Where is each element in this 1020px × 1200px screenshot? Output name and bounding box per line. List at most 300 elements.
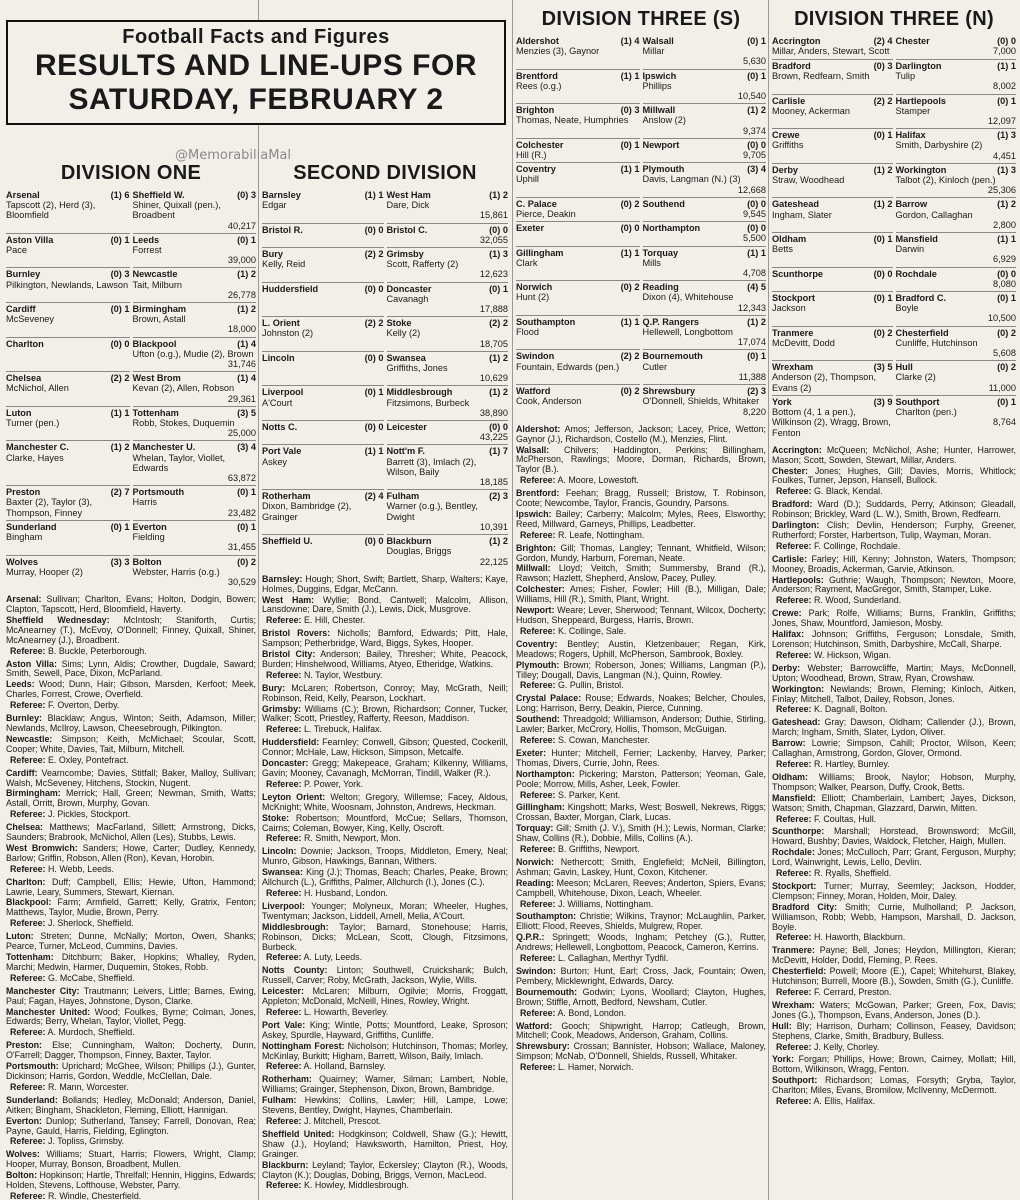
home-team: Brighton [516,105,555,116]
home-score: (2) 2 [873,95,893,106]
players: Trautmann; Leivers, Little; Barnes, Ewing, Paul; Fagan, Hayes, Johnstone, Dyson, Clarke. [6,985,256,1006]
players: Anderson; Bailey, Thresher; White, Peacock, Burden; Hinshelwood, Williams, Atyeo, Etheridge, Watkins. [262,649,508,669]
team-name: Tottenham: [6,952,54,963]
away-team-line [133,487,257,497]
referee-label: Referee: [10,809,46,820]
players: Burton; Hunt, Earl; Cross, Jack, Fountain; Owen, Pembery, Micklewright, Edwards, Darcy. [516,966,766,986]
home-team-line [516,248,640,258]
team-name: Everton: [6,1115,42,1126]
away-team: Portsmouth [132,487,185,498]
team-name: Leyton Orient: [262,791,326,802]
home-team-line [516,386,640,396]
team-name: Coventry: [516,638,558,649]
referee-label: Referee: [776,1096,812,1107]
home-team: Luton [6,407,32,418]
away-team-line [896,269,1017,279]
home-result [262,534,384,569]
players: Gill; Thomas, Langley; Tennant, Whitfield, Wilson; Gordon, Mundy, Harburn, Foreman, Neate. [516,542,766,563]
away-team: Leeds [132,234,160,245]
away-scorers: Millar [642,46,665,57]
home-result [516,349,640,384]
away-team-line [896,234,1017,244]
referee-name: J. Sherlock, Sheffield. [48,918,134,929]
referee [516,900,766,910]
attendance: 15,861 [479,210,508,221]
players: Blacklaw; Angus, Winton; Seith, Adamson, Miller; Newlands, McIlroy, Lawson, Cheesebrough, Pilkington. [6,713,256,733]
referee [772,933,1016,943]
home-team: C. Palace [516,198,557,209]
away-result [896,59,1017,94]
referee [6,1028,256,1038]
home-score: (0) 3 [873,61,893,71]
home-result [772,128,893,163]
home-team-line [772,328,893,338]
column-division-three-north [772,0,1016,1200]
home-scorers: Thomas, Neate, Humphries [516,115,629,126]
away-result [643,197,767,221]
away-score: (0) 1 [747,70,766,81]
away-score: (2) 3 [489,491,508,502]
attendance: 5,630 [743,56,766,67]
away-team-line [387,225,509,235]
team-name: Q.P.R.: [516,932,545,943]
referee-label: Referee: [10,1081,46,1092]
team-name: Aldershot: [516,423,561,434]
away-team: Middlesbrough [386,387,453,398]
referee-name: R. Leafe, Nottingham. [558,529,645,540]
players: Webster; Barrowcliffe, Martin; Mays, McDonnell, Upton; Woodhead, Brown, Straw, Ryan, Crowshaw. [772,662,1016,683]
players: Robertson; Mountford, McCue; Sellars, Thomson, Cairns; Coleman, Bowyer, King, Kelly, Oscroft. [262,812,508,833]
referee [772,988,1016,998]
players: Springett; Woods, Ingham; Petchey (G.), Rutter, Andrews; Hellewell, Longbottom, Peacock, Cameron, Kerrins. [516,932,766,953]
attendance: 39,000 [227,255,256,266]
players: McQueen; McNichol, Ashe; Hunter, Harrower, Mason; Scott, Sowden, Stewart, Millar, Anders. [772,444,1016,465]
away-team-line [133,190,257,200]
home-scorers: Pilkington, Newlands, Lawson [6,279,129,290]
home-team: Lincoln [262,352,295,363]
home-team-line [262,284,384,294]
away-team-line [133,557,257,567]
home-scorers: Flood [516,327,539,338]
lineup-entry [516,858,766,878]
team-name: Millwall: [516,563,551,574]
column-second-division [262,0,508,1200]
away-result [133,189,257,233]
home-score: (0) 1 [110,304,130,315]
away-team-line [896,362,1017,372]
attendance: 9,705 [743,150,766,161]
attendance: 4,451 [993,150,1016,161]
home-team: Aston Villa [6,234,54,245]
referee-label: Referee: [266,724,302,735]
home-scorers: Pierce, Deakin [516,209,576,220]
away-score: (2) 2 [489,318,508,329]
away-score: (0) 0 [747,223,766,234]
home-team: Southampton [516,316,576,327]
away-scorers: Darwin [895,244,925,255]
lineup-entry [516,988,766,1008]
lineup-entry [772,1055,1016,1075]
referee-name: S. Parker, Kent. [558,789,621,800]
away-team-line [643,36,767,46]
players: Sanders; Howe, Carter; Dudley, Kennedy, Barlow; Griffin, Robson, Allen (Ron), Kevan, Horobin. [6,842,256,863]
home-scorers: Edgar [262,200,287,211]
team-name: Cardiff: [6,767,38,778]
players: Chilvers; Haddington, Perkins; Billingham, McPherson, Rawlings; Moore, Dorman, Richards, Brown, Taylor (B.). [516,444,766,475]
referee-label: Referee: [10,918,46,929]
referee-label: Referee: [776,595,812,606]
players: Threadgold; Williamson, Anderson; Duthie, Stirling, Lawler; Barker, McCrory, Hollis, Thomson, McGuigan. [516,714,766,735]
players: Uprichard; McGhee, Wilson; Phillips (J.), Gunter, Dickinson; Harris, Gordon, Weddle, McClellan, Dale. [6,1061,256,1081]
away-result [133,555,257,590]
lineup-entry [772,576,1016,596]
team-name: Accrington: [772,444,822,455]
home-team: Norwich [516,282,553,293]
away-scorers: Cavanagh [386,293,429,304]
home-scorers: Baxter (2), Taylor (3), Thompson, Finney [6,497,93,518]
team-name: Torquay: [516,823,554,834]
home-team-line [6,235,130,245]
away-scorers: Tait, Milburn [132,279,183,290]
attendance: 10,629 [479,373,508,384]
attendance: 9,374 [743,125,766,136]
team-name: Blackburn: [262,1159,309,1170]
players: Marshall; Horstead, Brownsword; McGill, Howard, Bushby; Davies, Waldock, Fletcher, Haigh, Mullen. [772,826,1016,847]
away-scorers: O'Donnell, Shields, Whitaker [642,396,760,407]
lineup-entry [516,606,766,626]
players: Downie; Jackson, Troops, Middleton, Emery, Neal; Munro, Gibson, Hawkings, Bannan, Withers. [262,846,508,867]
team-name: Darlington: [772,520,820,531]
referee-name: F. Coultas, Hull. [814,813,877,824]
lineup-entry [516,967,766,987]
away-team: Stoke [386,318,412,329]
attendance: 8,220 [743,406,766,417]
home-scorers: Askey [262,456,288,467]
team-name: Luton: [6,931,34,942]
home-scorers: Bingham [6,532,43,543]
home-scorers: Betts [772,244,793,255]
lineups [772,446,1016,1107]
home-result [772,197,893,232]
players: Nicholson; Hutchinson, Thomas; Morley, McKinlay, Burkitt; Higham, Barrett, Wilson, Baily, Imlach. [262,1040,508,1061]
players: Hough; Short, Swift; Bartlett, Sharp, Walters; Kaye, Holmes, Duggins, Edgar, McCann. [262,573,508,594]
away-result [387,420,509,444]
referee-name: A. Bond, London. [557,1007,627,1018]
attendance: 8,080 [993,278,1016,289]
home-team-line [516,282,640,292]
lineup-entry [262,847,508,867]
home-scorers: Millar, Anders, Stewart, Scott [772,46,890,57]
away-score: (0) 2 [237,556,256,567]
away-score: (1) 2 [237,269,256,280]
lineup-entry [6,1041,256,1061]
away-team: Halifax [895,130,926,141]
home-score: (0) 0 [364,352,384,363]
home-team: Liverpool [262,387,304,398]
lineup-entry [6,898,256,918]
referee [262,725,508,735]
away-team-line [133,408,257,418]
away-team-line [387,190,509,200]
lineup-entry [772,946,1016,966]
home-team-line [516,140,640,150]
away-team: Torquay [642,247,679,258]
referee [262,1181,508,1191]
players: Forgan; Phillips, Howe; Brown, Cairney, Mollatt; Hill, Bottom, Wilkinson, Wragg, Fenton. [772,1054,1016,1075]
home-team-line [262,249,384,259]
division-heading: DIVISION THREE (S) [541,8,741,30]
team-name: Stoke: [262,812,290,823]
players: Gray; Dawson, Oldham; Callender (J.), Brown, March; Ingham, Smith, Slater, Lydon, Oliver. [772,717,1016,738]
home-result [262,351,384,386]
players: Bailey; Carberry; Malcolm; Myles, Rees, Elsworthy; Reed, Millward, Garneys, Phillips, Leadbetter. [516,508,766,529]
players: Ditchburn; Baker, Hopkins; Whalley, Ryden, Marchi; Medwin, Harmer, Duquemin, Stokes, Robb. [6,952,256,972]
lineup-entry [6,1117,256,1137]
home-team-line [772,362,893,372]
away-result [133,371,257,406]
away-team: Rochdale [895,268,937,279]
referee-label: Referee: [266,833,302,844]
referee [262,1117,508,1127]
players: Jones; McCulloch, Parr; Grant, Ferguson, Murphy; Lord, Wainwright, Lewis, Lello, Devlin. [772,847,1016,868]
team-name: Bristol Rovers: [262,628,331,639]
home-score: (0) 0 [620,223,640,234]
referee-name: L. Hamer, Norwich. [558,1062,634,1073]
players: Kingshott; Marks, West; Boswell, Nekrews, Riggs; Crossan, Baxter, Morgan, Clark, Lucas. [516,802,766,823]
away-score: (1) 2 [237,304,256,315]
referee [6,865,256,875]
team-name: Liverpool: [262,900,305,911]
referee [772,1097,1016,1107]
players: Lloyd; Veitch, Smith; Summersby, Brand (R.), Rawson; Hazlett, Shepherd, Anslow, Pacey, Pulley. [516,563,766,584]
home-score: (3) 9 [873,396,893,407]
home-result [262,489,384,534]
away-scorers: Harris [132,497,157,508]
referee-name: R. Mann, Worcester. [48,1081,129,1092]
away-score: (1) 1 [997,234,1016,245]
team-name: Preston: [6,1040,42,1051]
home-result [516,384,640,419]
referee [516,736,766,746]
lineup-entry [772,827,1016,847]
away-team: Newcastle [132,269,178,280]
lineup-entry [516,510,766,530]
referee [516,954,766,964]
players: Williams (C.); Brown, Richardson; Conner, Tucker, Walker; Scott, Priestley, Rafferty, Reeson, Maddison. [262,703,508,724]
home-score: (1) 6 [110,190,130,200]
lineups [516,425,766,1073]
home-team: Coventry [516,164,556,175]
referee [772,542,1016,552]
away-result [387,282,509,317]
home-score: (1) 4 [620,36,640,46]
players: Amos; Jefferson, Jackson; Lacey, Price, Wetton; Gaynor (J.), Richardson, Costello (M.), Menzies, Flint. [516,423,766,444]
players: Ward (D.); Suddards, Perry, Atkinson; Gleadall, Robinson; Brickley, Ward (L. W.), Smith, Brown, Redfearn. [772,499,1016,520]
home-result [6,189,130,233]
home-team: Swindon [516,351,555,362]
attendance: 7,000 [993,46,1016,57]
team-name: Workington: [772,683,825,694]
away-result [643,69,767,104]
referee-label: Referee: [776,649,812,660]
team-name: Nottingham Forest: [262,1040,345,1051]
home-team: Notts C. [262,422,298,433]
team-name: Chesterfield: [772,966,827,977]
attendance: 63,872 [227,473,256,484]
away-result [387,351,509,386]
lineup-entry [772,1001,1016,1021]
away-team-line [133,269,257,279]
lineup-entry [6,660,256,680]
away-score: (0) 0 [489,224,508,235]
referee-label: Referee: [520,1062,556,1073]
players: Farm; Armfield, Garrett; Kelly, Gratrix, Fenton; Matthews, Taylor, Mudie, Brown, Perry. [6,897,256,918]
referee-label: Referee: [10,1136,46,1147]
home-result [6,555,130,590]
team-name: Sheffield United: [262,1128,335,1139]
away-result [133,485,257,520]
home-scorers: Straw, Woodhead [772,175,845,186]
lineup-entry [516,694,766,714]
lineup-entry [6,823,256,843]
home-result [516,162,640,197]
home-score: (2) 2 [364,318,384,329]
home-score: (0) 0 [364,536,384,547]
home-scorers: Rees (o.g.) [516,80,562,91]
home-score: (0) 0 [364,422,384,433]
home-score: (0) 2 [620,198,640,209]
players: King; Wintle, Potts; Mountford, Leake, Sproson; Askey, Spurdle, Hayward, Griffiths, Cunliffe. [262,1019,508,1040]
referee [772,760,1016,770]
home-result [516,246,640,281]
away-score: (1) 2 [489,190,508,200]
players: Godwin; Lyons, Woollard; Clayton, Hughes, Brown; Stiffle, Arnott, Bedford, Newsham, Cutler. [516,986,766,1007]
away-team: Nott'm F. [386,446,425,457]
away-team: Northampton [642,223,701,234]
players: Bentley; Austin, Kletzenbauer; Regan, Kirk, Meadows; Rogers, Uphill, McPherson, Sambrook, Boxley. [516,638,766,659]
home-result [6,440,130,485]
referee-label: Referee: [776,868,812,879]
away-score: (0) 0 [489,422,508,433]
away-score: (0) 1 [237,234,256,245]
team-name: Gateshead: [772,717,821,728]
team-name: Birmingham: [6,788,61,799]
away-scorers: Smith, Darbyshire (2) [895,140,983,151]
home-score: (1) 1 [620,164,640,175]
players: Feehan; Bragg, Russell; Bristow, T. Robinson, Coote; Newcombe, Taylor, Francis, Goundry, Parsons. [516,488,766,509]
home-result [6,371,130,406]
referee [6,919,256,929]
home-scorers: Bottom (4, 1 a pen.), Wilkinson (2), Wragg, Brown, Fenton [772,407,891,438]
home-scorers: Kelly, Reid [262,259,306,270]
away-scorers: Whelan, Taylor, Viollet, Edwards [132,452,226,473]
team-name: Reading: [516,877,554,888]
team-name: York: [772,1054,795,1065]
home-scorers: Hill (R.) [516,150,547,161]
away-team-line [387,446,509,456]
away-score: (1) 3 [997,130,1016,141]
referee-name: A. Murdoch, Sheffield. [47,1027,135,1038]
away-result [133,520,257,555]
players: Smith; Currie, Mulholland; P. Jackson, Williamson, Robb; Webb, Hampson, Marshall, D. Jackson, Boyle. [772,901,1016,932]
team-name: Charlton: [6,876,46,887]
away-scorers: Forrest [132,245,162,256]
team-name: Derby: [772,662,801,673]
home-team-line [516,351,640,361]
players: Welton; Gregory, Willemse; Facey, Aldous, McKnight; White, Woosnam, Johnston, Andrews, Heckman. [262,791,508,812]
home-result [6,520,130,555]
referee [6,1137,256,1147]
away-team-line [643,386,767,396]
away-team: Grimsby [386,249,424,260]
home-scorers: McNichol, Allen [6,383,69,394]
players: Guthrie; Waugh, Thompson; Newton, Moore, Anderson; Rayment, MacGregor, Smith, Stamper, Luke. [772,574,1016,595]
referee-name: W. Hickson, Wigan. [814,649,891,660]
players: Streten; Dunne, McNally; Morton, Owen, Shanks; Pearce, Turner, McLeod, Cummins, Davies. [6,931,256,952]
referee [262,953,508,963]
away-team: Barrow [895,199,928,210]
away-scorers: Warner (o.g.), Bentley, Dwight [386,501,478,522]
home-team: Cardiff [6,304,36,315]
lineup-entry [6,1096,256,1116]
away-result [133,406,257,441]
home-result [516,35,640,69]
home-score: (0) 1 [364,387,384,398]
players: Sims; Lynn, Aldis; Crowther, Dugdale, Saward; Smith, Sewell, Pace, Dixon, McParland. [6,658,256,679]
team-name: Port Vale: [262,1019,306,1030]
away-score: (0) 1 [997,396,1016,407]
home-score: (0) 3 [110,269,130,280]
referee-name: A. Moore, Lowestoft. [557,475,639,486]
referee-name: E. Oxley, Pontefract. [48,754,129,765]
away-scorers: Barrett (3), Imlach (2), Wilson, Baily [386,456,477,477]
team-name: Swansea: [262,867,303,878]
players: Crossan; Bannister, Hobson; Wallace, Maloney, Simpson; McNab, O'Donnell, Shields, Russell, Whitaker. [516,1041,766,1062]
home-team-line [262,353,384,363]
team-name: Rochdale: [772,847,815,858]
results-grid [772,35,1016,440]
home-team: Sunderland [6,521,57,532]
players: Waters; McGowan, Parker; Green, Fox, Davis; Jones (G.), Thompson, Evans, Anderson, Jones (D.). [772,999,1016,1020]
away-team: Ipswich [642,70,677,81]
lineup-entry [516,661,766,681]
watermark: @MemorabiliaMal [175,148,291,163]
home-result [516,315,640,350]
away-team: Leicester [386,422,427,433]
away-scorers: Charlton (pen.) [895,407,957,418]
team-name: Middlesbrough: [262,921,329,932]
players: Meeson; McLaren, Reeves; Anderton, Spiers, Evans; Campbell, Whitehouse, Dixon, Leach, Wheeler. [516,877,766,898]
home-team-line [6,557,130,567]
home-team: Wrexham [772,362,814,373]
players: Wood; Dunn, Hair; Gibson, Marsden, Kerfoot; Meek, Charles, Forrest, Crowe, Overfield. [6,679,256,700]
lineup-entry [516,640,766,660]
home-team: Burnley [6,269,41,280]
home-score: (0) 2 [873,327,893,338]
away-score: (0) 2 [997,362,1016,373]
away-score: (1) 1 [997,61,1016,71]
team-name: Bradford City: [772,901,838,912]
referee-name: S. Cowan, Manchester. [558,734,650,745]
lineup-entry [6,878,256,898]
home-team-line [262,225,384,235]
team-name: Brentford: [516,488,560,499]
team-name: Crewe: [772,608,802,619]
referee-label: Referee: [10,645,46,656]
away-scorers: Stamper [895,105,931,116]
away-score: (2) 3 [747,386,766,397]
referee-name: A. Holland, Barnsley. [303,1061,386,1072]
